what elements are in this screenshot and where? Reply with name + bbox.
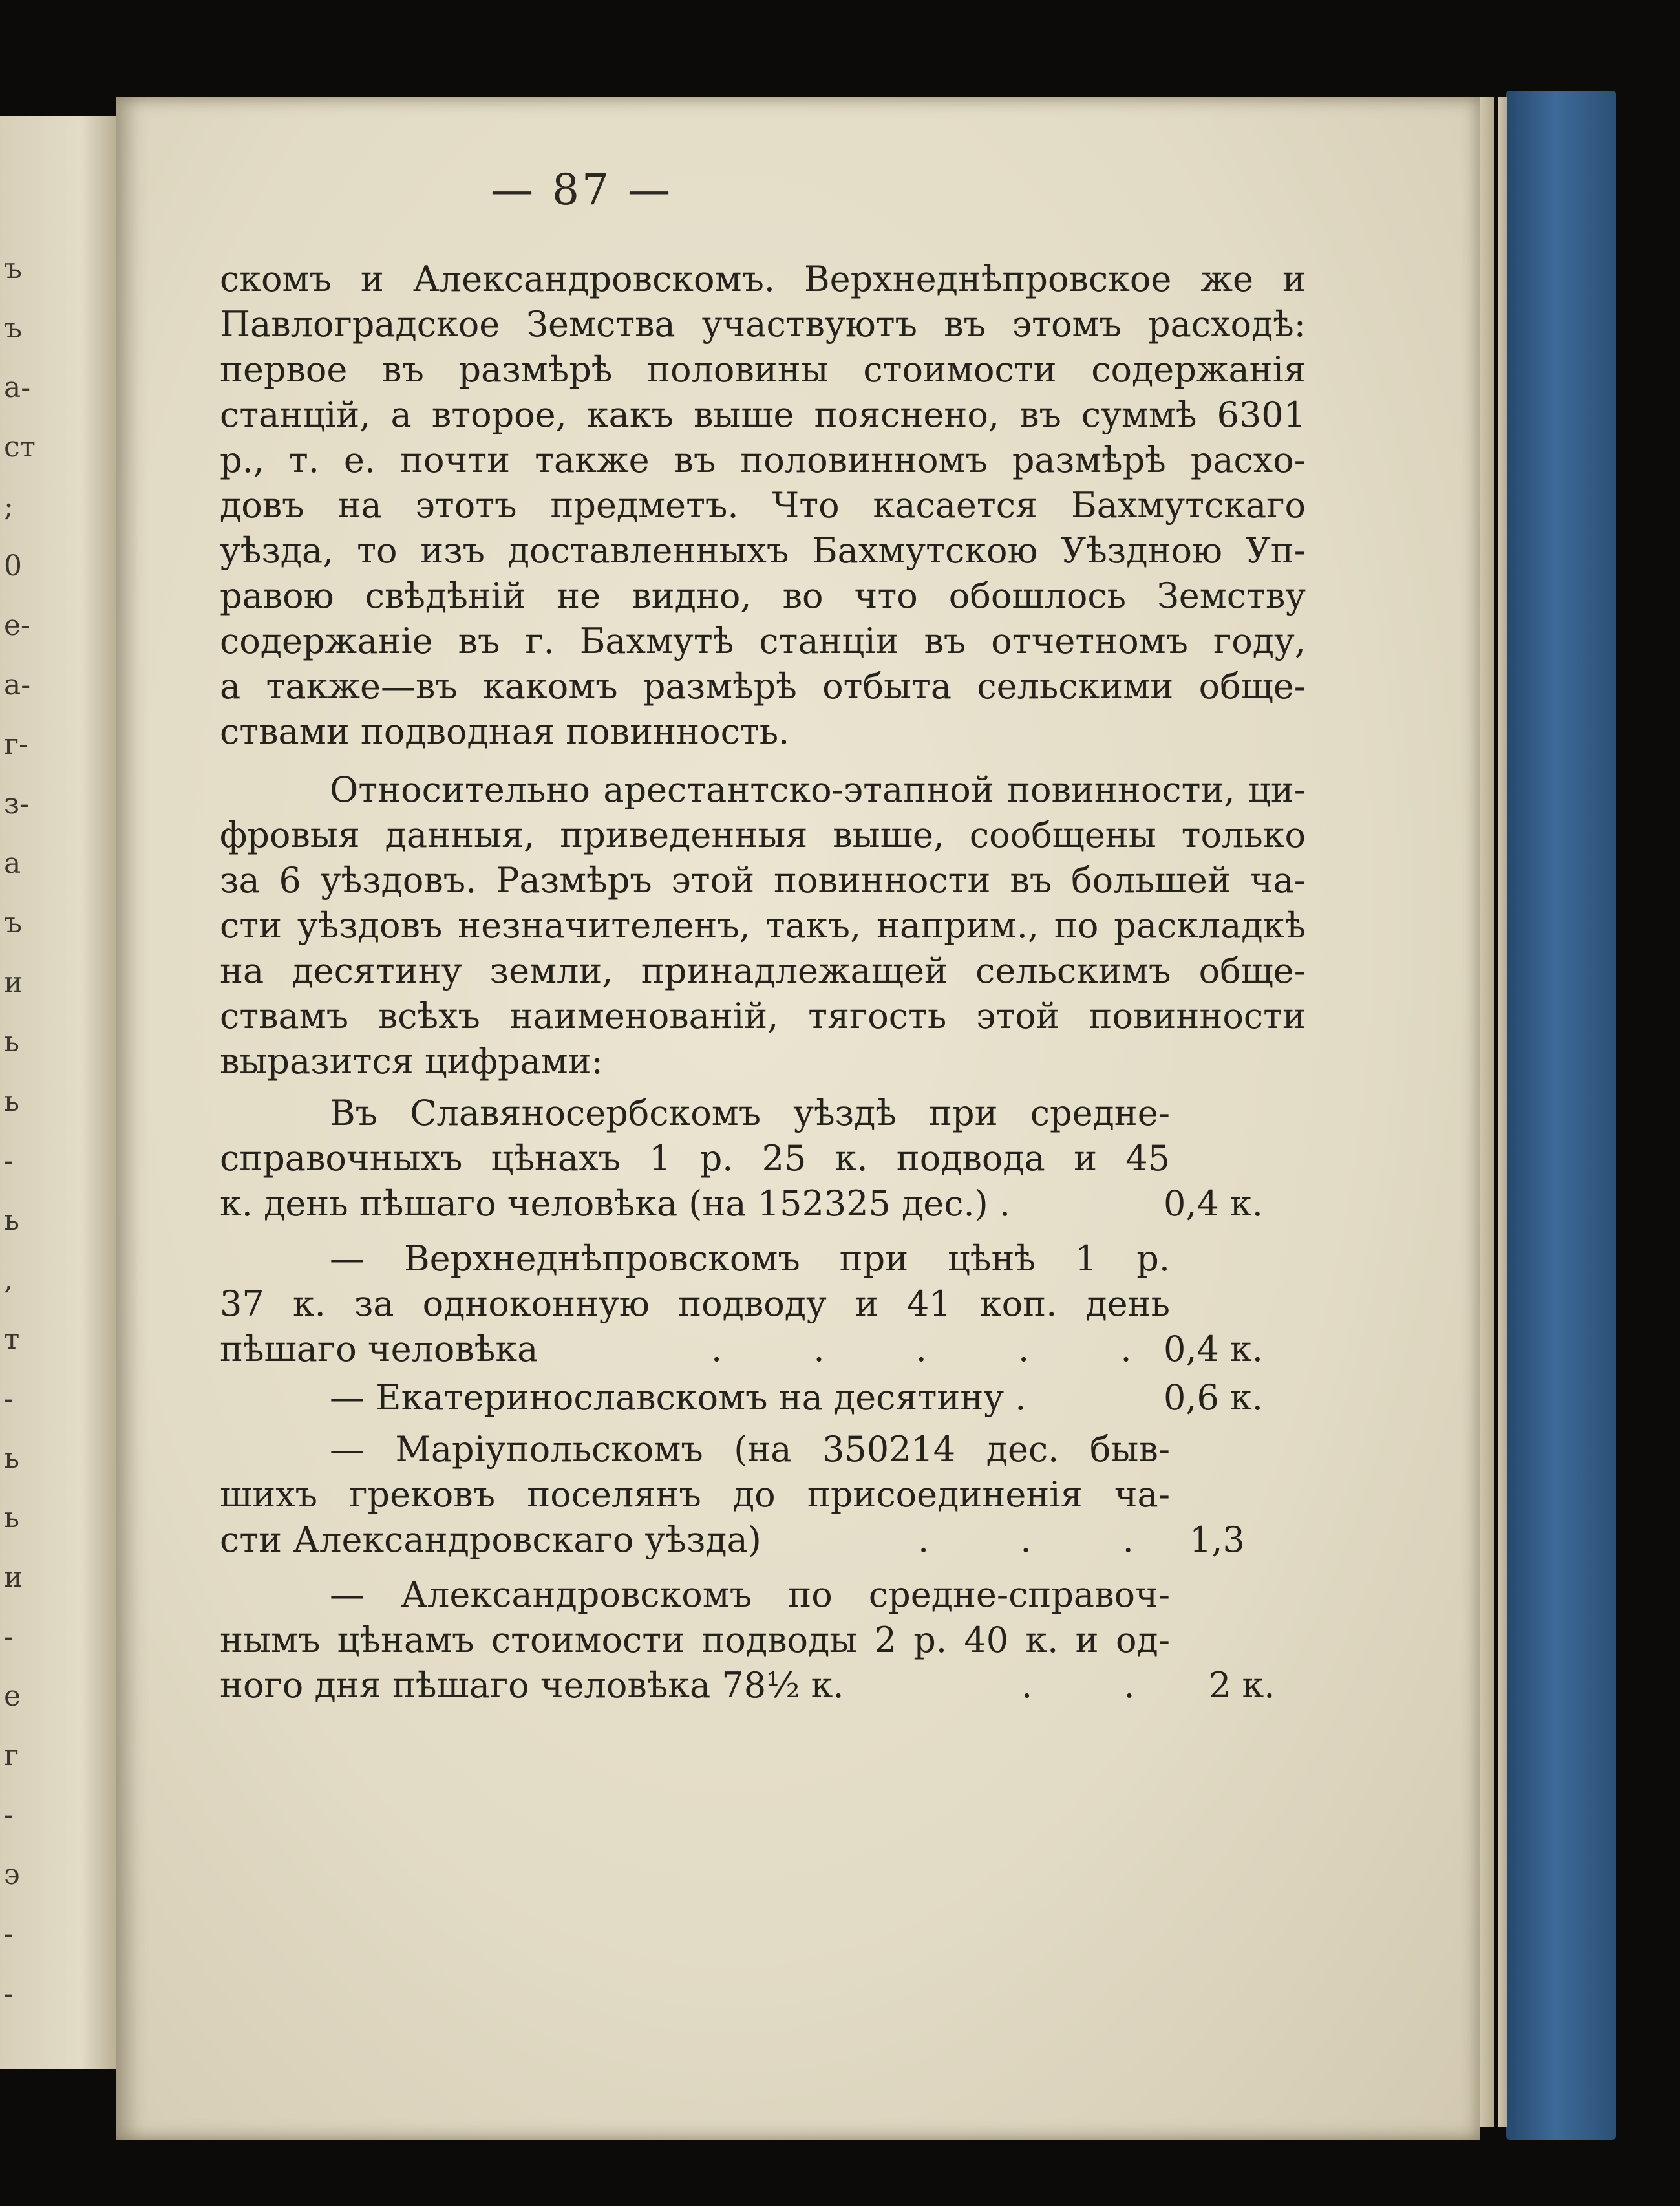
text-line: скомъ и Александровскомъ. Верхнеднѣпровское же и xyxy=(220,259,1306,299)
leader-dots: . . . xyxy=(918,1519,1174,1560)
text-line: за 6 уѣздовъ. Размѣръ этой повинности въ большей ча- xyxy=(220,860,1306,901)
leader-dots: . . xyxy=(1021,1665,1175,1706)
entry-line: шихъ грековъ поселянъ до присоединенія ча- xyxy=(220,1474,1170,1515)
left-page-fragment: ь xyxy=(4,1204,19,1237)
left-page-fragment: ; xyxy=(4,490,14,523)
entry-line: ного дня пѣшаго человѣка 78½ к. xyxy=(220,1665,844,1706)
entry-value: 0,6 к. xyxy=(1164,1377,1263,1418)
left-page-fragment: ст xyxy=(4,431,36,464)
left-page-fragment: - xyxy=(4,1799,14,1832)
text-line: равою свѣдѣній не видно, во что обошлось Земству xyxy=(220,575,1306,616)
left-page-fragment: - xyxy=(4,1977,14,2010)
entry-line: справочныхъ цѣнахъ 1 р. 25 к. подвода и 45 xyxy=(220,1138,1170,1179)
book-cover xyxy=(1506,91,1616,2140)
left-page-fragment: - xyxy=(4,1382,14,1415)
entry-value: 0,4 к. xyxy=(1164,1183,1263,1224)
left-page-fragment: - xyxy=(4,1620,14,1653)
text-line: на десятину земли, принадлежащей сельскимъ обще- xyxy=(220,950,1306,991)
entry-line: Въ Славяносербскомъ уѣздѣ при средне- xyxy=(330,1093,1170,1133)
text-line: а также—въ какомъ размѣрѣ отбыта сельскими обще- xyxy=(220,666,1306,707)
text-line: первое въ размѣрѣ половины стоимости содержанія xyxy=(220,349,1306,390)
page-number: — 87 — xyxy=(491,165,673,215)
left-page-fragment: - xyxy=(4,1918,14,1951)
entry-line: сти Александровскаго уѣзда) xyxy=(220,1519,761,1560)
entry-line: — Верхнеднѣпровскомъ при цѣнѣ 1 р. xyxy=(330,1238,1170,1279)
left-page-fragment: а xyxy=(4,847,21,880)
left-page-fragment: и xyxy=(4,966,23,999)
left-page-fragment: ь xyxy=(4,1025,19,1058)
text-line: содержаніе въ г. Бахмутѣ станціи въ отчетномъ году, xyxy=(220,621,1306,661)
left-page-fragment: 0 xyxy=(4,550,22,583)
entry-line: пѣшаго человѣка xyxy=(220,1329,538,1369)
text-line: довъ на этотъ предметъ. Что касается Бахмутскаго xyxy=(220,485,1306,526)
leader-dots: . . . . . xyxy=(711,1329,1172,1369)
entry-value: 2 к. xyxy=(1209,1665,1275,1706)
left-page-fragment: ъ xyxy=(4,906,22,939)
previous-page-edge xyxy=(0,116,116,2069)
text-line: фровыя данныя, приведенныя выше, сообщены только xyxy=(220,815,1306,855)
text-line: Павлоградское Земства участвуютъ въ этомъ расходѣ: xyxy=(220,304,1306,345)
entry-line: к. день пѣшаго человѣка (на 152325 дес.) . xyxy=(220,1183,1011,1224)
entry-value: 0,4 к. xyxy=(1164,1329,1263,1369)
entry-line: — Екатеринославскомъ на десятину . xyxy=(330,1377,1026,1418)
entry-value: 1,3 xyxy=(1189,1519,1245,1560)
entry-line: 37 к. за одноконную подводу и 41 коп. день xyxy=(220,1283,1170,1324)
entry-line: — Александровскомъ по средне-справоч- xyxy=(330,1574,1170,1615)
text-line: Относительно арестантско-этапной повинности, ци- xyxy=(330,769,1306,810)
left-page-fragment: и xyxy=(4,1561,23,1594)
left-page-fragment: ь xyxy=(4,1442,19,1475)
left-page-fragment: э xyxy=(4,1858,20,1891)
left-page-fragment: е- xyxy=(4,609,30,642)
page-edge-strip xyxy=(1498,97,1507,2127)
left-page-fragment: а- xyxy=(4,669,31,701)
left-page-fragment: з- xyxy=(4,787,29,820)
entry-line: — Маріупольскомъ (на 350214 дес. быв- xyxy=(330,1429,1170,1470)
text-line: уѣзда, то изъ доставленныхъ Бахмутскою Уѣздною Уп- xyxy=(220,530,1306,571)
left-page-fragment: г xyxy=(4,1739,19,1772)
page-edge-strip xyxy=(1480,97,1494,2127)
left-page-fragment: г- xyxy=(4,728,28,761)
text-line: сти уѣздовъ незначителенъ, такъ, наприм., по раскладкѣ xyxy=(220,905,1306,946)
text-line: ствамъ всѣхъ наименованій, тягость этой повинности xyxy=(220,996,1306,1036)
left-page-fragment: ь xyxy=(4,1085,19,1118)
text-line: выразится цифрами: xyxy=(220,1041,603,1082)
left-page-fragment: т xyxy=(4,1323,20,1356)
left-page-fragment: ъ xyxy=(4,252,22,285)
left-page-fragment: а- xyxy=(4,371,31,404)
left-page-fragment: е xyxy=(4,1680,21,1713)
left-page-fragment: ъ xyxy=(4,312,22,345)
left-page-fragment: ь xyxy=(4,1501,19,1534)
left-page-fragment: , xyxy=(4,1263,13,1296)
text-line: ствами подводная повинность. xyxy=(220,711,790,752)
book-page xyxy=(116,97,1480,2140)
left-page-fragment: - xyxy=(4,1144,14,1177)
entry-line: нымъ цѣнамъ стоимости подводы 2 р. 40 к. и од- xyxy=(220,1620,1170,1660)
text-line: станцій, а второе, какъ выше пояснено, въ суммѣ 6301 xyxy=(220,394,1306,435)
text-line: р., т. е. почти также въ половинномъ размѣрѣ расхо- xyxy=(220,440,1306,480)
